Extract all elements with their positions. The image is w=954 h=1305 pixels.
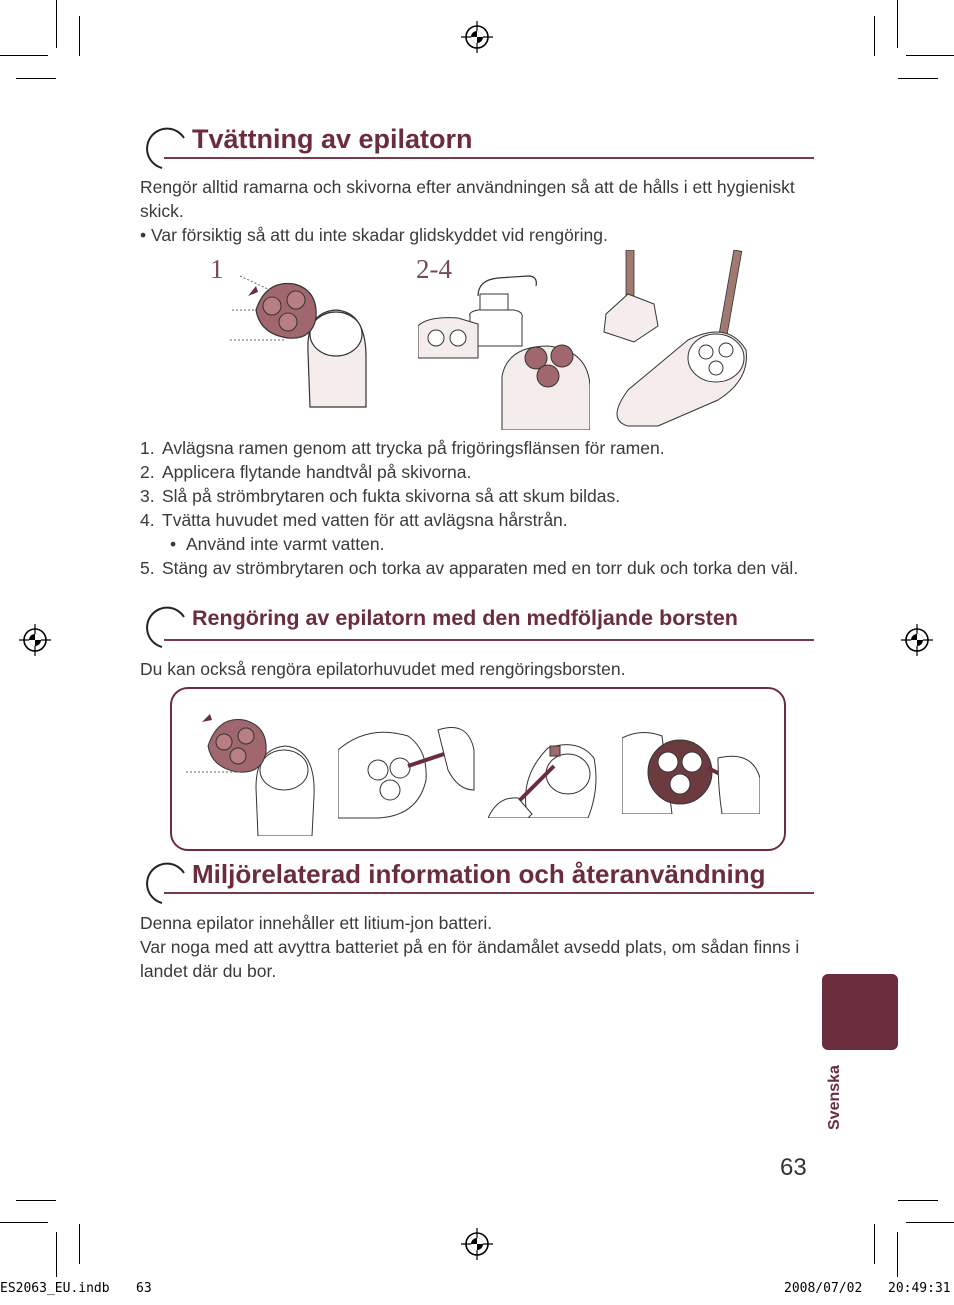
section2-title: Rengöring av epilatorn med den medföljande borsten (192, 606, 738, 630)
language-label: Svenska (826, 1065, 843, 1130)
section3-line2: Var noga med att avyttra batteriet på en för ändamålet avsedd plats, om sådan finns i landet där du bor. (140, 937, 800, 981)
registration-mark-icon (19, 624, 51, 656)
crop-mark (79, 16, 80, 56)
crop-mark (897, 0, 898, 48)
section-heading-washing (140, 124, 814, 172)
crop-mark (79, 1224, 80, 1264)
heading-curl-icon (140, 124, 188, 170)
crop-mark (897, 1232, 898, 1277)
brush-clean-frame-illustration (622, 728, 760, 814)
heading-curl-icon (140, 859, 188, 905)
section1-intro: Rengör alltid ramarna och skivorna efter användningen så att de hålls i ett hygieniskt skick. (140, 177, 795, 221)
list-item: 5. Stäng av strömbrytaren och torka av apparaten med en torr duk och torka den väl. (140, 558, 799, 578)
crop-mark (56, 1232, 57, 1277)
list-item: • Använd inte varmt vatten. (170, 534, 385, 554)
slug-time: 20:49:31 (888, 1281, 951, 1296)
registration-mark-icon (461, 1228, 493, 1260)
soap-application-illustration (418, 266, 590, 430)
language-tab (822, 974, 898, 1050)
crop-mark (906, 1222, 954, 1223)
crop-mark (0, 1222, 48, 1223)
slug-file: ES2063_EU.indb (0, 1281, 110, 1296)
section1-note: • Var försiktig så att du inte skadar glidskyddet vid rengöring. (140, 225, 608, 245)
section3-title: Miljörelaterad information och återanvändning (192, 859, 766, 889)
language-label-container (813, 1060, 853, 1130)
heading-curl-icon (140, 603, 188, 649)
figure-label-1: 1 (210, 254, 224, 284)
rinse-under-water-illustration (598, 250, 748, 430)
list-item: 3. Slå på strömbrytaren och fukta skivorna så att skum bildas. (140, 486, 621, 506)
crop-mark (0, 55, 48, 56)
section-heading-environment (140, 859, 814, 907)
epilator-remove-frame-illustration (226, 262, 372, 408)
section2-intro: Du kan också rengöra epilatorhuvudet med rengöringsborsten. (140, 659, 626, 679)
crop-mark (56, 0, 57, 48)
brush-clean-body-illustration (488, 738, 600, 818)
crop-mark (898, 1200, 938, 1201)
page-title: Tvättning av epilatorn (192, 124, 473, 154)
registration-mark-icon (901, 624, 933, 656)
section-heading-brush (140, 603, 814, 649)
registration-mark-icon (461, 21, 493, 53)
slug-page: 63 (136, 1281, 152, 1296)
slug-date: 2008/07/02 (784, 1281, 863, 1296)
crop-mark (898, 78, 938, 79)
crop-mark (874, 1224, 875, 1264)
crop-mark (874, 16, 875, 56)
brush-remove-frame-illustration (182, 712, 316, 836)
list-item: 4. Tvätta huvudet med vatten för att avlägsna hårstrån. (140, 510, 568, 530)
page-number: 63 (780, 1154, 807, 1181)
brush-clean-head-illustration (338, 720, 476, 820)
figure-label-2-4: 2-4 (416, 254, 452, 284)
list-item: 2. Applicera flytande handtvål på skivorna. (140, 462, 472, 482)
list-item: 1. Avlägsna ramen genom att trycka på frigöringsflänsen för ramen. (140, 438, 665, 458)
cleaning-steps-list (140, 436, 820, 580)
crop-mark (906, 55, 954, 56)
crop-mark (16, 1200, 56, 1201)
crop-mark (16, 78, 56, 79)
section3-line1: Denna epilator innehåller ett litium-jon batteri. (140, 913, 493, 933)
